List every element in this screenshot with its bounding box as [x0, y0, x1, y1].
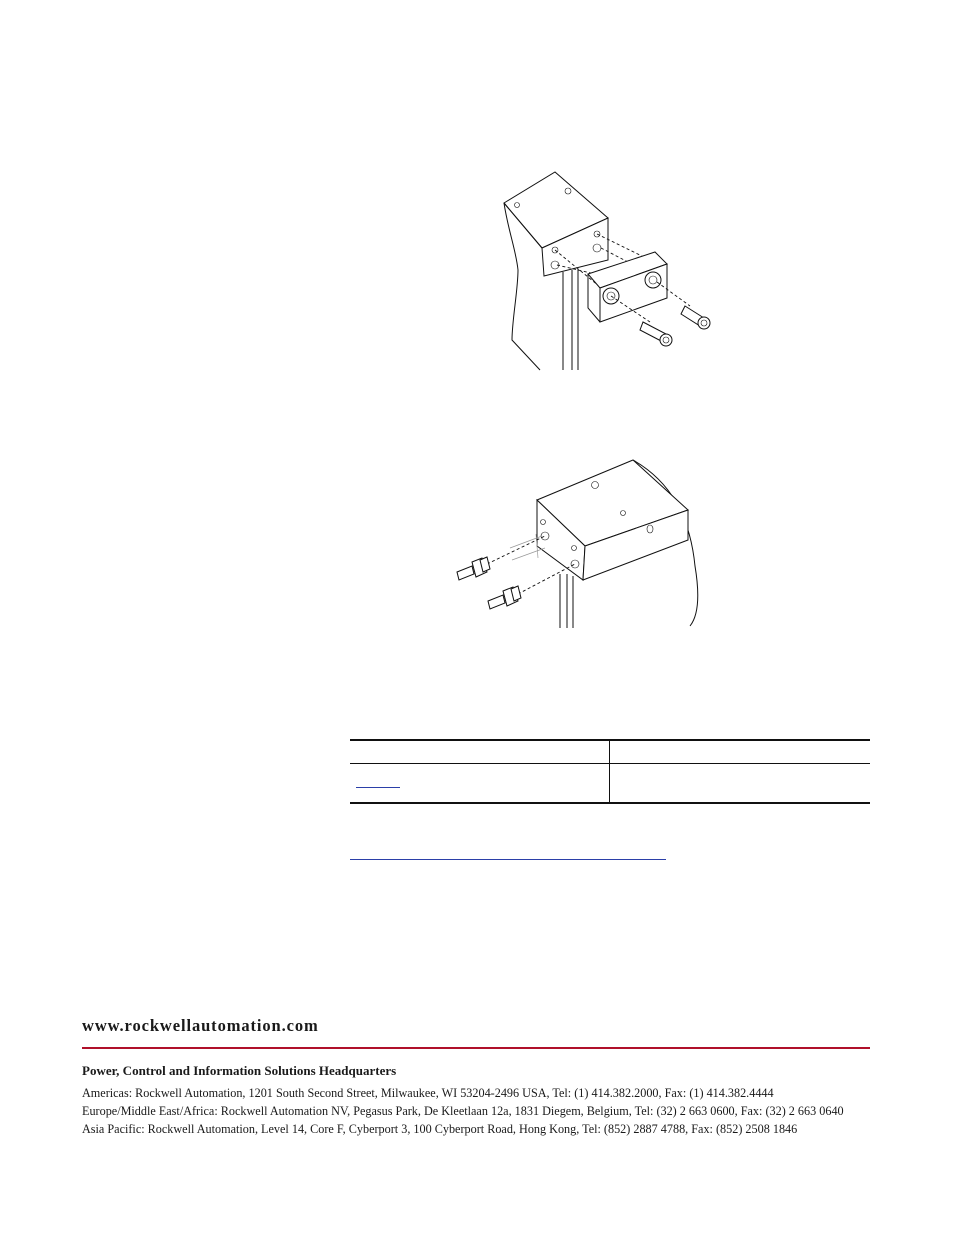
- address-asia-pacific: Asia Pacific: Rockwell Automation, Level 14, Core F, Cyberport 3, 100 Cyberport Road, Hong Kong, Tel: (852) 2887 4788, Fax: (852) 2508 1846: [82, 1122, 798, 1136]
- cap-screw-2: [681, 306, 710, 329]
- address-emea: Europe/Middle East/Africa: Rockwell Automation NV, Pegasus Park, De Kleetlaan 12a, 1831 Diegem, Belgium, Tel: (32) 2 663 0600, Fax: (32) 2 663 0640: [82, 1104, 844, 1118]
- table-bottom-rule: [350, 802, 870, 804]
- table-top-rule: [350, 739, 870, 741]
- address-americas: Americas: Rockwell Automation, 1201 South Second Street, Milwaukee, WI 53204-2496 USA, Tel: (1) 414.382.2000, Fax: (1) 414.382.4444: [82, 1086, 774, 1100]
- mounting-block-drawing: [500, 170, 725, 375]
- air-fitting-1: [457, 557, 490, 580]
- air-fittings-drawing: [450, 456, 705, 630]
- literature-library-link[interactable]: [350, 859, 666, 860]
- headquarters-title: Power, Control and Information Solutions Headquarters: [82, 1063, 397, 1078]
- table-header-rule: [350, 763, 870, 764]
- air-fitting-2: [488, 586, 521, 609]
- reference-table: [350, 739, 870, 805]
- table-column-divider: [609, 739, 610, 804]
- cap-screw-1: [640, 322, 672, 346]
- footer-divider: [82, 1047, 870, 1049]
- website-url[interactable]: www.rockwellautomation.com: [82, 1016, 319, 1035]
- air-fittings-illustration: [450, 456, 705, 630]
- table-cell-link[interactable]: [356, 787, 400, 788]
- mounting-block-illustration: [500, 170, 725, 375]
